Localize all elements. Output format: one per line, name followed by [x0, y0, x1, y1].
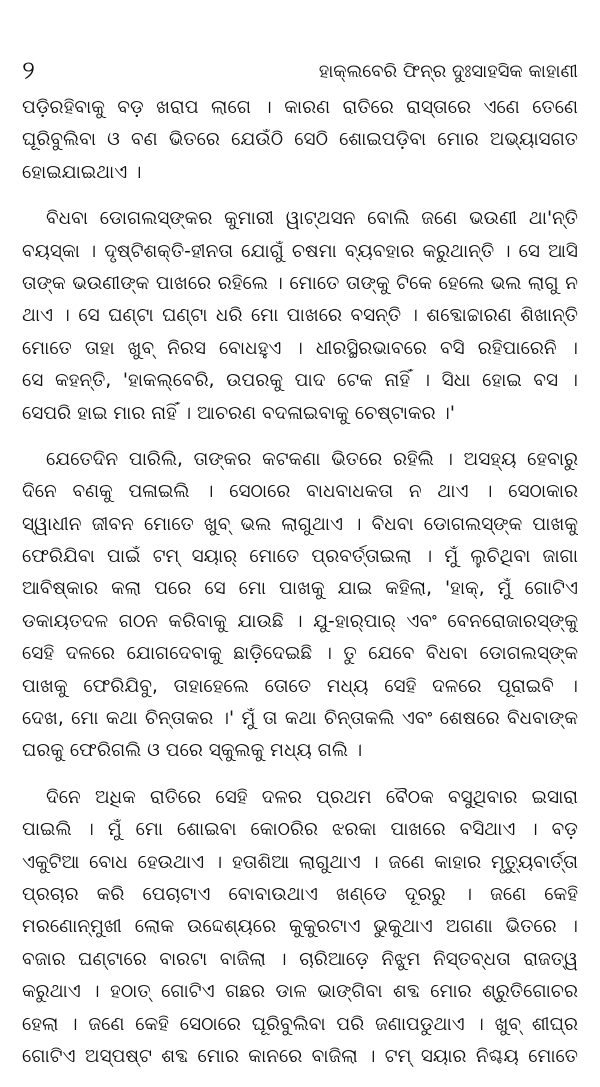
page-number: ୨ [22, 56, 35, 86]
text-line: ଘରକୁ ଫେରିଗଲି ଓ ପରେ ସ୍କୁଲକୁ ମଧ୍ୟ ଗଲି । [22, 740, 363, 762]
text-line: ପାଇଲି । ମୁଁ ମୋ ଶୋଇବା କୋଠରିର ଝରକା ପାଖରେ ବସିଥାଏ । ବଡ଼ [22, 819, 578, 841]
text-line: ତାଙ୍କ ଭଉଣୀଙ୍କ ପାଖରେ ରହିଲେ । ମୋତେ ତାଙ୍କୁ ଟିକେ ହେଲେ ଭଲ ଲାଗୁ ନ [22, 272, 578, 294]
text-line: ଦେଖ, ମୋ କଥା ଚିନ୍ତାକର ।' ମୁଁ ତା କଥା ଚିନ୍ତାକଲି ଏବଂ ଶେଷରେ ବିଧବାଙ୍କ [22, 708, 578, 730]
paragraph [22, 92, 578, 189]
text-line: ଏକୁଟିଆ ବୋଧ ହେଉଥାଏ । ହତାଶିଆ ଲାଗୁଥାଏ । ଜଣେ କାହାର ମୃତ୍ୟୁବାର୍ତ୍ତା [22, 851, 578, 873]
text-line: ପ୍ରଚାର କରି ପେଚାଟାଏ ବୋବାଉଥାଏ ଖଣ୍ଡେ ଦୂରରୁ । ଜଣେ କେହି [22, 883, 578, 905]
text-line: ଆବିଷ୍କାର କଲା ପରେ ସେ ମୋ ପାଖକୁ ଯାଇ କହିଲା, 'ହାକ୍, ମୁଁ ଗୋଟିଏ [22, 578, 578, 600]
text-line: ପଡ଼ିରହିବାକୁ ବଡ଼ ଖରାପ ଲାଗେ । କାରଣ ରାତିରେ ରାସ୍ତାରେ ଏଣେ ତେଣେ [22, 97, 578, 118]
paragraph [22, 444, 578, 768]
body-text [22, 92, 578, 1087]
text-line: ଫେରିଯିବା ପାଇଁ ଟମ୍ ସୟାର୍ ମୋତେ ପ୍ରବର୍ତ୍ତାଇଲା । ମୁଁ ଲୁଚିଥିବା ଜାଗା [22, 546, 578, 568]
text-line: ଦିନେ ବଣକୁ ପଳାଇଲି । ସେଠାରେ ବାଧବାଧକତା ନ ଥାଏ । ସେଠାକାର [22, 481, 578, 503]
page-header [22, 54, 578, 88]
text-line: ଘୂରିବୁଲିବା ଓ ବଣ ଭିତରେ ଯେଉଁଠି ସେଠି ଶୋଇପଡ଼ିବା ମୋର ଅଭ୍ୟାସଗତ [22, 129, 578, 151]
text-line: ଥାଏ । ସେ ଘଣ୍ଟା ଘଣ୍ଟା ଧରି ମୋ ପାଖରେ ବସନ୍ତି । ଶବ୍ଦୋଚ୍ଚାରଣ ଶିଖାନ୍ତି [22, 305, 578, 327]
text-line: ଡକାୟତଦଳ ଗଠନ କରିବାକୁ ଯାଉଛି । ଯୁ-ହାର୍‌ପାର୍ ଏବଂ ବେନରୋଜାରସ୍‌ଙ୍କୁ [22, 610, 578, 632]
text-line: ସ୍ୱାଧୀନ ଜୀବନ ମୋତେ ଖୁବ୍ ଭଲ ଲାଗୁଥାଏ । ବିଧବା ଡୋଗଲସ୍‌ଙ୍କ ପାଖକୁ [22, 513, 578, 535]
text-line: ପାଖକୁ ଫେରିଯିବୁ, ତାହାହେଲେ ତୋତେ ମଧ୍ୟ ସେହି ଦଳରେ ପୂରାଇବି । [22, 675, 578, 697]
text-line: ସେହି ଦଳରେ ଯୋଗଦେବାକୁ ଛାଡ଼ିଦେଇଛି । ତୁ ଯେବେ ବିଧବା ଡୋଗଲସ୍‌ଙ୍କ [22, 643, 578, 665]
text-line: କରୁଥାଏ । ହଠାତ୍ ଗୋଟିଏ ଗଛର ଡାଳ ଭାଙ୍ଗିବା ଶବ୍ଦ ମୋର ଶ୍ରୁତିଗୋଚର [22, 981, 578, 1003]
text-line: ହେଲା । ଜଣେ କେହି ସେଠାରେ ଘୂରିବୁଲିବା ପରି ଜଣାପଡୁଥାଏ । ଖୁବ୍ ଶୀଘ୍ର [22, 1013, 578, 1035]
paragraph [22, 203, 578, 430]
text-line: ବଜାର ଘଣ୍ଟାରେ ବାରଟା ବାଜିଲା । ଚାରିଆଡ଼େ ନିଝୁମ ନିସ୍ତବ୍ଧତା ରାଜତ୍ୱ [22, 948, 578, 970]
text-line: ଯେତେଦିନ ପାରିଲି, ତାଙ୍କର କଟକଣା ଭିତରେ ରହିଲି । ଅସହ୍ୟ ହେବାରୁ [46, 448, 578, 470]
text-line: ହୋଇଯାଇଥାଏ । [22, 161, 142, 183]
text-line: ସେପରି ହାଇ ମାର ନାହିଁ । ଆଚରଣ ବଦଳାଇବାକୁ ଚେଷ୍ଟାକର ।' [22, 402, 455, 424]
paragraph [22, 782, 578, 1074]
text-line: ବିଧବା ଡୋଗଲସ୍‌ଙ୍କର କୁମାରୀ ୱାଟ୍‌ଥସନ ବୋଲି ଜଣେ ଭଉଣୀ ଥା'ନ୍ତି [46, 208, 578, 230]
running-title: ହାକ୍‌ଲବେରି ଫିନ୍‌ର ଦୁଃସାହସିକ କାହାଣୀ [318, 61, 578, 82]
text-line: ସେ କହନ୍ତି, 'ହାକଲ୍‌ବେରି, ଉପରକୁ ପାଦ ଟେକ ନାହିଁ । ସିଧା ହୋଇ ବସ । [22, 370, 578, 392]
text-line: ମୋତେ ତାହା ଖୁବ୍ ନିରସ ବୋଧହୁଏ । ଧୀରସ୍ଥିରଭାବରେ ବସି ରହିପାରେନି । [22, 337, 578, 359]
text-line: ବୟସ୍କା । ଦୃଷ୍ଟିଶକ୍ତି-ହୀନତା ଯୋଗୁଁ ଚଷମା ବ୍ୟବହାର କରୁଥାନ୍ତି । ସେ ଆସି [22, 240, 578, 262]
text-line: ଦିନେ ଅଧିକ ରାତିରେ ସେହି ଦଳର ପ୍ରଥମ ବୈଠକ ବସୁଥିବାର ଇସାରା [46, 786, 578, 808]
text-line: ଗୋଟିଏ ଅସ୍ପଷ୍ଟ ଶବ୍ଦ ମୋର କାନରେ ବାଜିଲା । ଟମ୍ ସୟାର ନିଶ୍ଚୟ ମୋତେ [22, 1045, 578, 1067]
text-line: ମରଣୋନ୍ମୁଖୀ ଲୋକ ଉଦ୍ଦେଶ୍ୟରେ କୁକୁରଟାଏ ଭୁକୁଥାଏ ଅଗଣା ଭିତରେ । [22, 916, 578, 938]
